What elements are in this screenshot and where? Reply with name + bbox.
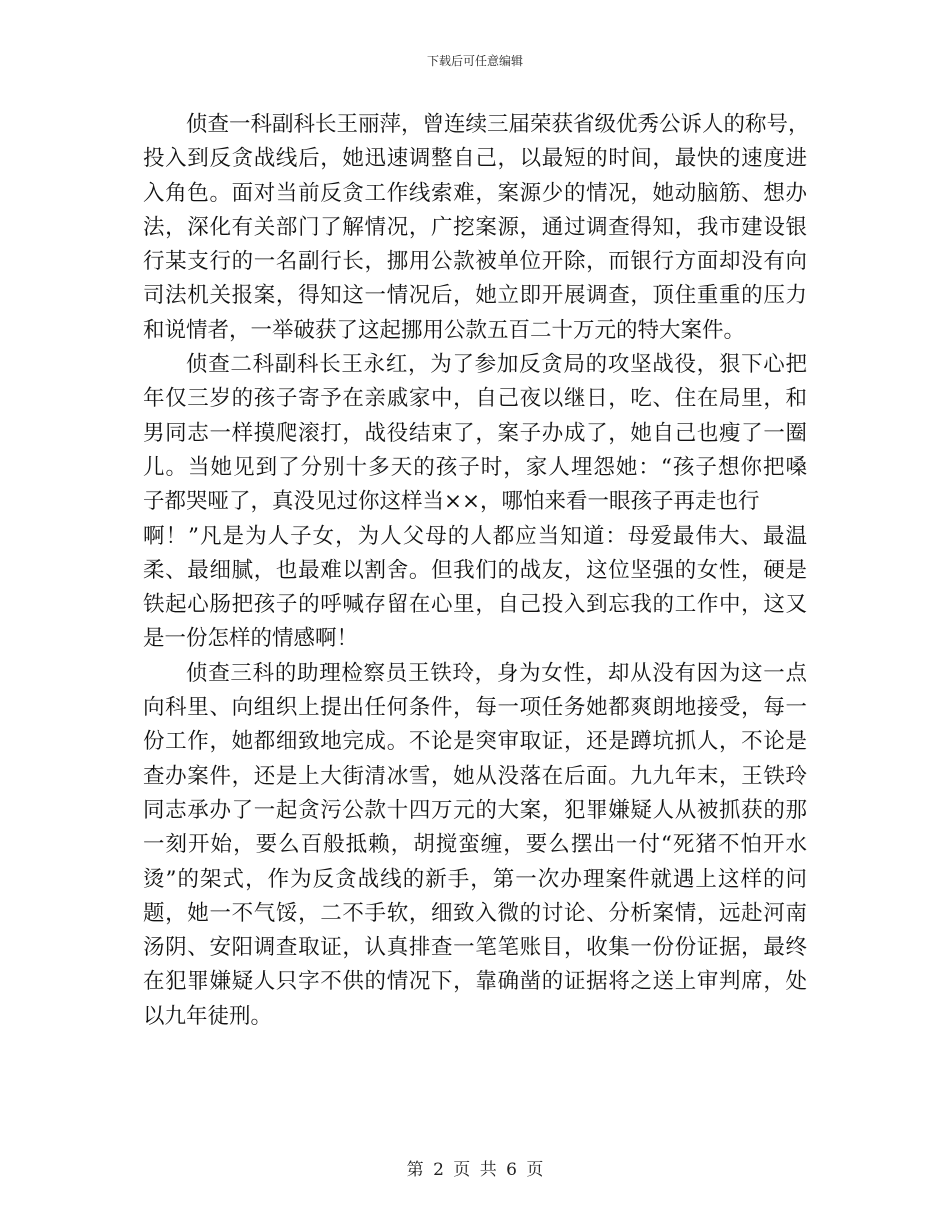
paragraph-3	[143, 657, 807, 1034]
paragraph-line: 一刻开始，要么百般抵赖，胡搅蛮缠，要么摆出一付“死猪不怕开水	[143, 832, 807, 858]
paragraph-line: 在犯罪嫌疑人只字不供的情况下，靠确凿的证据将之送上审判席，处	[143, 969, 807, 995]
paragraph-line: 司法机关报案，得知这一情况后，她立即开展调查，顶住重重的压力	[143, 283, 807, 309]
paragraph-line: 年仅三岁的孩子寄予在亲戚家中，自己夜以继日，吃、住在局里，和	[143, 386, 807, 412]
paragraph-2	[143, 348, 807, 657]
paragraph-line: 侦查二科副科长王永红，为了参加反贪局的攻坚战役，狠下心把	[186, 352, 807, 378]
paragraph-line: 和说情者，一举破获了这起挪用公款五百二十万元的特大案件。	[143, 317, 746, 343]
document-body	[143, 108, 810, 1034]
paragraph-line: 儿。当她见到了分别十多天的孩子时，家人埋怨她：“孩子想你把嗓	[143, 454, 807, 480]
paragraph-line: 子都哭哑了，真没见过你这样当××，哪怕来看一眼孩子再走也行	[143, 489, 760, 515]
page-number-footer: 第 2 页 共 6 页	[406, 1160, 544, 1180]
paragraph-line: 同志承办了一起贪污公款十四万元的大案，犯罪嫌疑人从被抓获的那	[143, 797, 807, 823]
paragraph-line: 题，她一不气馁，二不手软，细致入微的讨论、分析案情，远赴河南	[143, 900, 807, 926]
paragraph-line: 入角色。面对当前反贪工作线索难，案源少的情况，她动脑筋、想办	[143, 180, 807, 206]
paragraph-line: 铁起心肠把孩子的呼喊存留在心里，自己投入到忘我的工作中，这又	[143, 592, 807, 618]
paragraph-line: 男同志一样摸爬滚打，战役结束了，案子办成了，她自己也瘦了一圈	[143, 420, 807, 446]
paragraph-line: 份工作，她都细致地完成。不论是突审取证，还是蹲坑抓人，不论是	[143, 729, 807, 755]
paragraph-line: 以九年徒刑。	[143, 1003, 273, 1029]
paragraph-line: 侦查三科的助理检察员王铁玲，身为女性，却从没有因为这一点	[186, 660, 807, 686]
paragraph-line: 投入到反贪战线后，她迅速调整自己，以最短的时间，最快的速度进	[143, 146, 807, 172]
paragraph-line: 向科里、向组织上提出任何条件，每一项任务她都爽朗地接受，每一	[143, 695, 807, 721]
paragraph-line: 侦查一科副科长王丽萍，曾连续三届荣获省级优秀公诉人的称号，	[186, 112, 810, 137]
page-header: 下载后可任意编辑	[426, 54, 523, 68]
paragraph-line: 行某支行的一名副行长，挪用公款被单位开除，而银行方面却没有向	[143, 249, 807, 275]
paragraph-line: 柔、最细腻，也最难以割舍。但我们的战友，这位坚强的女性，硬是	[143, 557, 807, 583]
paragraph-1	[143, 108, 810, 348]
paragraph-line: 法，深化有关部门了解情况，广挖案源，通过调查得知，我市建设银	[143, 214, 807, 240]
paragraph-line: 汤阴、安阳调查取证，认真排查一笔笔账目，收集一份份证据，最终	[143, 935, 807, 961]
paragraph-line: 烫”的架式，作为反贪战线的新手，第一次办理案件就遇上这样的问	[143, 866, 807, 892]
paragraph-line: 啊！”凡是为人子女，为人父母的人都应当知道：母爱最伟大、最温	[143, 523, 807, 549]
paragraph-line: 查办案件，还是上大街清冰雪，她从没落在后面。九九年末，王铁玲	[143, 763, 807, 789]
paragraph-line: 是一份怎样的情感啊！	[143, 626, 359, 652]
